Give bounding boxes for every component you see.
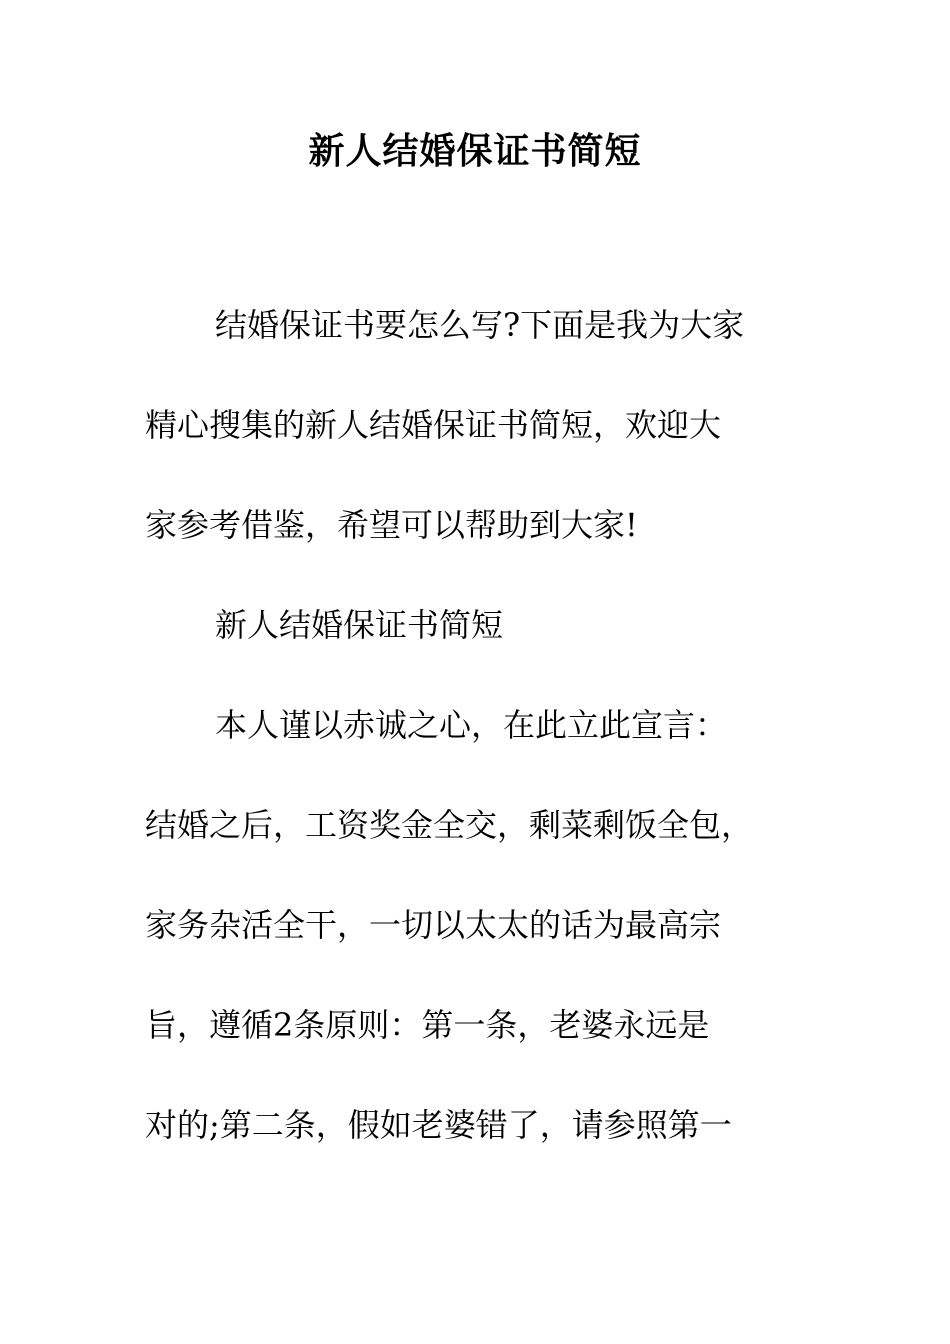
document-title: 新人结婚保证书简短 <box>308 131 642 172</box>
paragraph-line: 精心搜集的新人结婚保证书简短，欢迎大 <box>145 406 722 444</box>
section-heading: 新人结婚保证书简短 <box>215 606 504 644</box>
paragraph-line: 结婚保证书要怎么写?下面是我为大家 <box>215 306 745 344</box>
paragraph-line: 家参考借鉴，希望可以帮助到大家! <box>145 506 638 544</box>
paragraph-line: 对的;第二条，假如老婆错了，请参照第一 <box>145 1106 732 1144</box>
paragraph-line: 旨，遵循2条原则：第一条，老婆永远是 <box>145 1006 710 1044</box>
paragraph-line: 家务杂活全干，一切以太太的话为最高宗 <box>145 906 722 944</box>
paragraph-line: 本人谨以赤诚之心，在此立此宣言： <box>215 706 728 744</box>
paragraph-line: 结婚之后，工资奖金全交，剩菜剩饭全包， <box>145 806 754 844</box>
